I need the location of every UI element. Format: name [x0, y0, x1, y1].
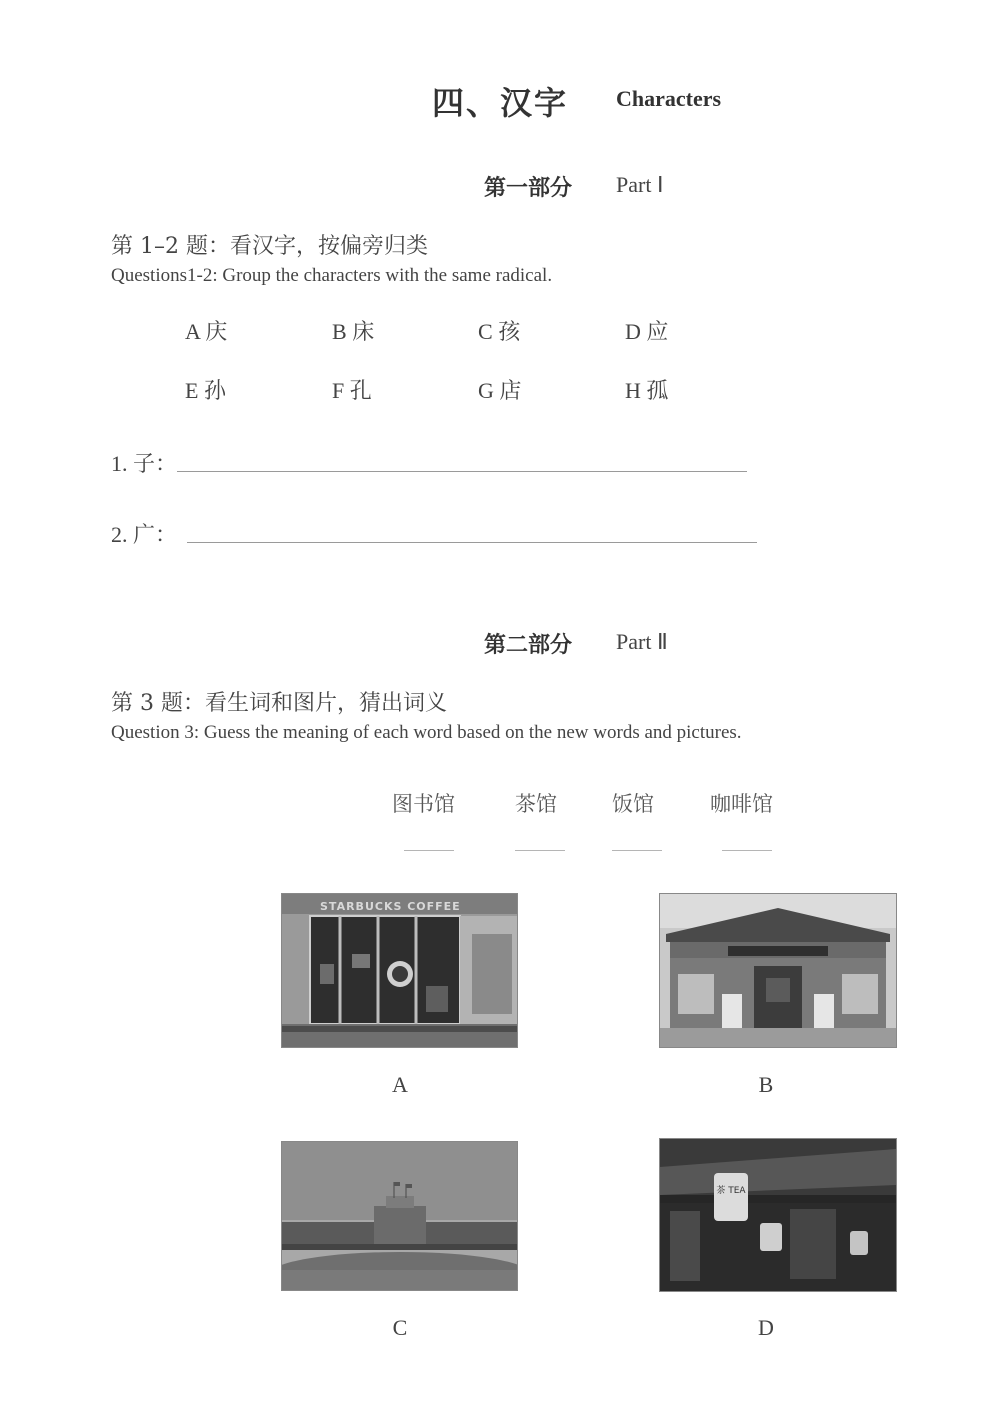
option-char: 店 — [499, 378, 522, 403]
option-c — [478, 315, 520, 346]
teahouse-photo — [660, 1139, 896, 1291]
option-letter: F — [332, 378, 345, 403]
option-g — [478, 374, 521, 405]
blank-restaurant[interactable] — [612, 850, 662, 851]
picture-a-label: A — [392, 1072, 408, 1097]
page-title-chinese: 四、汉字 — [432, 84, 569, 122]
picture-d-label: D — [758, 1315, 774, 1340]
word-cafe: 咖啡馆 — [710, 792, 773, 816]
option-h — [625, 374, 668, 405]
option-letter: C — [478, 319, 493, 344]
option-letter: A — [185, 319, 200, 344]
option-char: 孙 — [203, 378, 226, 403]
coffee-shop-photo — [282, 894, 517, 1047]
option-char: 床 — [352, 319, 375, 344]
part1-instruction-chinese: 第 1–2 题：看汉字，按偏旁归类 — [111, 234, 428, 259]
option-letter: B — [332, 319, 347, 344]
option-d — [625, 315, 668, 346]
word-teahouse: 茶馆 — [515, 792, 557, 816]
option-char: 庆 — [205, 319, 228, 344]
picture-b — [659, 893, 897, 1048]
page-title-english: Characters — [616, 86, 722, 111]
restaurant-photo — [660, 894, 896, 1047]
word-restaurant: 饭馆 — [612, 792, 654, 816]
picture-c-label: C — [392, 1315, 408, 1340]
lantern-text: 茶 TEA — [716, 1186, 746, 1196]
library-photo — [282, 1142, 517, 1290]
answer-1-label: 1. 子： — [111, 451, 178, 476]
picture-b-label: B — [758, 1072, 774, 1097]
picture-c — [281, 1141, 518, 1291]
option-e — [185, 374, 226, 405]
answer-2-label: 2. 广： — [111, 522, 178, 547]
part2-instruction-english: Question 3: Guess the meaning of each word based on the new words and pictures. — [111, 722, 742, 743]
word-library: 图书馆 — [392, 792, 455, 816]
part1-heading-english: Part Ⅰ — [616, 172, 664, 197]
part2-instruction-chinese: 第 3 题：看生词和图片，猜出词义 — [111, 691, 447, 716]
blank-cafe[interactable] — [722, 850, 772, 851]
option-b — [332, 315, 374, 346]
option-char: 孔 — [349, 378, 372, 403]
answer-1-line[interactable] — [177, 471, 747, 472]
part1-heading-chinese: 第一部分 — [484, 175, 573, 201]
part2-heading-english: Part Ⅱ — [616, 629, 668, 654]
part1-instruction-english: Questions1-2: Group the characters with the same radical. — [111, 265, 553, 286]
blank-teahouse[interactable] — [515, 850, 565, 851]
blank-library[interactable] — [404, 850, 454, 851]
option-char: 应 — [646, 319, 669, 344]
part2-heading-chinese: 第二部分 — [484, 632, 573, 658]
option-a — [185, 315, 227, 346]
picture-a — [281, 893, 518, 1048]
shop-sign: STARBUCKS COFFEE — [320, 900, 461, 913]
option-char: 孤 — [646, 378, 669, 403]
answer-2-line[interactable] — [187, 542, 757, 543]
option-f — [332, 374, 372, 405]
option-letter: E — [185, 378, 199, 403]
option-letter: G — [478, 378, 494, 403]
option-letter: D — [625, 319, 641, 344]
option-char: 孩 — [498, 319, 521, 344]
picture-d — [659, 1138, 897, 1292]
option-letter: H — [625, 378, 641, 403]
